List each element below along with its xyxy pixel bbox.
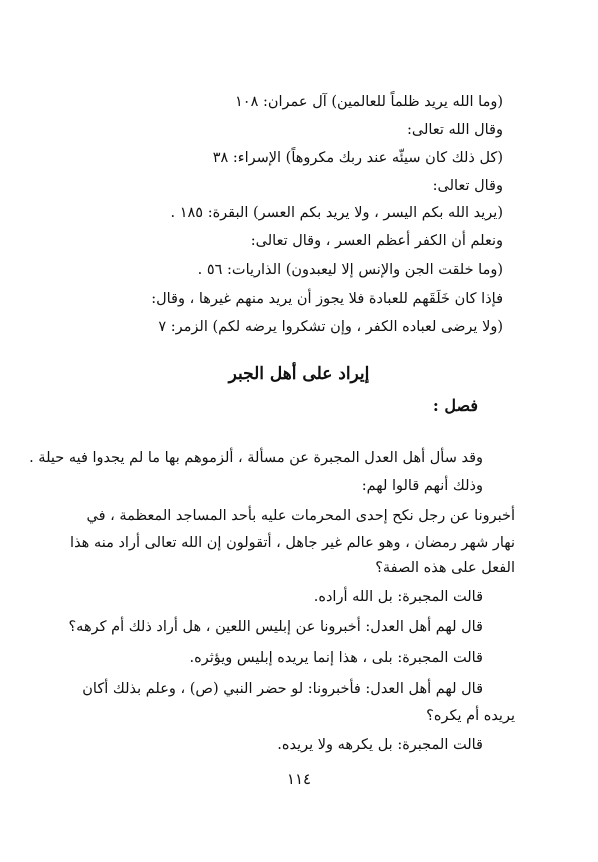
section-heading: إيراد على أهل الجبر bbox=[228, 364, 370, 384]
paragraph-line: قالت المجبرة: بل يكرهه ولا يريده. bbox=[277, 737, 483, 753]
text-line: فإذا كان خَلَقَهم للعبادة فلا يجوز أن يريد منهم غيرها ، وقال: bbox=[151, 291, 503, 307]
paragraph-line: يريده أم يكره؟ bbox=[426, 708, 515, 724]
paragraph-line: قال لهم أهل العدل: فأخبرونا: لو حضر النبي (ص) ، وعلم بذلك أكان bbox=[82, 681, 483, 697]
paragraph-line: قالت المجبرة: بلى ، هذا إنما يريده إبليس ويؤثره. bbox=[189, 650, 483, 666]
text-line: وقال تعالى: bbox=[432, 178, 503, 194]
paragraph-line: قالت المجبرة: بل الله أراده. bbox=[313, 589, 483, 605]
page-number: ١١٤ bbox=[286, 770, 312, 788]
paragraph-line: الفعل على هذه الصفة؟ bbox=[375, 560, 515, 576]
paragraph-line: وذلك أنهم قالوا لهم: bbox=[361, 478, 483, 494]
section-label: فصل : bbox=[432, 396, 478, 415]
quran-verse-line: (وما خلقت الجن والإنس إلا ليعبدون) الذاريات: ٥٦ . bbox=[197, 262, 503, 278]
paragraph-line: قال لهم أهل العدل: أخبرونا عن إبليس اللعين ، هل أراد ذلك أم كرهه؟ bbox=[68, 619, 483, 635]
text-line: ونعلم أن الكفر أعظم العسر ، وقال تعالى: bbox=[250, 233, 503, 249]
text-line: وقال الله تعالى: bbox=[407, 122, 503, 138]
paragraph-line: أخبرونا عن رجل نكح إحدى المحرمات عليه بأحد المساجد المعظمة ، في bbox=[86, 508, 515, 524]
quran-verse-line: (كل ذلك كان سيئّه عند ربك مكروهاً) الإسراء: ٣٨ bbox=[212, 150, 503, 166]
quran-verse-line: (يريد الله بكم اليسر ، ولا يريد بكم العسر) البقرة: ١٨٥ . bbox=[170, 205, 503, 221]
quran-verse-line: (ولا يرضى لعباده الكفر ، وإن تشكروا يرضه لكم) الزمر: ٧ bbox=[158, 319, 503, 335]
paragraph-line: وقد سأل أهل العدل المجبرة عن مسألة ، ألزموهم بها ما لم يجدوا فيه حيلة . bbox=[29, 450, 483, 466]
paragraph-line: نهار شهر رمضان ، وهو عالم غير جاهل ، أتقولون إن الله تعالى أراد منه هذا bbox=[70, 535, 515, 551]
quran-verse-line: (وما الله يريد ظلماً للعالمين) آل عمران: ١٠٨ bbox=[235, 94, 503, 110]
